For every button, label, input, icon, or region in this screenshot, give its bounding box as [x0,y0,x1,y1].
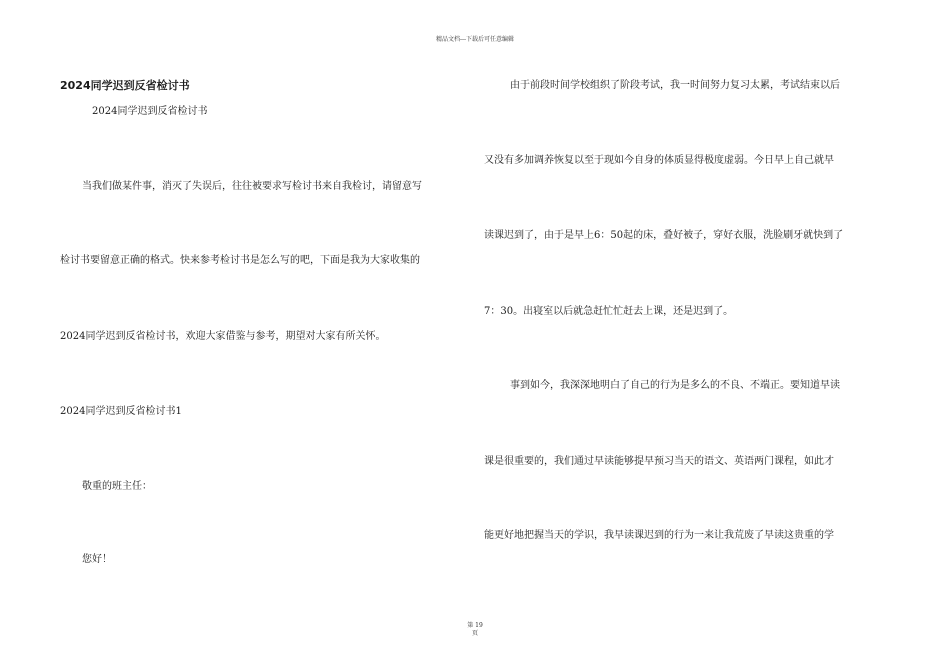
paragraph-line: 由于前段时间学校组织了阶段考试，我一时间努力复习太累，考试结束以后 [510,80,840,91]
page-prefix: 第 [467,622,474,629]
page-number: 19 [475,622,483,629]
paragraph-line: 能更好地把握当天的学识，我早读课迟到的行为一来让我荒废了早读这贵重的学 [484,530,834,541]
paragraph-line: 2024同学迟到反省检讨书，欢迎大家借鉴与参考，期望对大家有所关怀。 [60,331,386,342]
page-suffix: 页 [471,630,478,637]
paragraph-line: 当我们做某件事，消灭了失误后，往往被要求写检讨书来自我检讨，请留意写 [82,181,422,192]
document-subtitle: 2024同学迟到反省检讨书 [92,106,208,117]
paragraph-line: 又没有多加调养恢复以至于现如今自身的体质显得极度虚弱。今日早上自己就早 [484,155,834,166]
page-footer [0,622,950,638]
greeting: 您好！ [82,554,112,565]
section-heading: 2024同学迟到反省检讨书1 [60,406,182,417]
paragraph-line: 7：30。出寝室以后就急赶忙忙赶去上课，还是迟到了。 [484,306,734,317]
paragraph-line: 读课迟到了，由于是早上6：50起的床，叠好被子，穿好衣服，洗脸刷牙就快到了 [484,230,844,241]
paragraph-line: 检讨书要留意正确的格式。快来参考检讨书是怎么写的吧，下面是我为大家收集的 [60,255,420,266]
paragraph-line: 事到如今，我深深地明白了自己的行为是多么的不良、不端正。要知道早读 [510,380,840,391]
document-header: 精品文档---下载后可任意编辑 [435,36,515,43]
paragraph-line: 课是很重要的，我们通过早读能够提早预习当天的语文、英语两门课程，如此才 [484,456,834,467]
salutation: 敬重的班主任： [82,481,152,492]
document-title: 2024同学迟到反省检讨书 [60,79,190,92]
